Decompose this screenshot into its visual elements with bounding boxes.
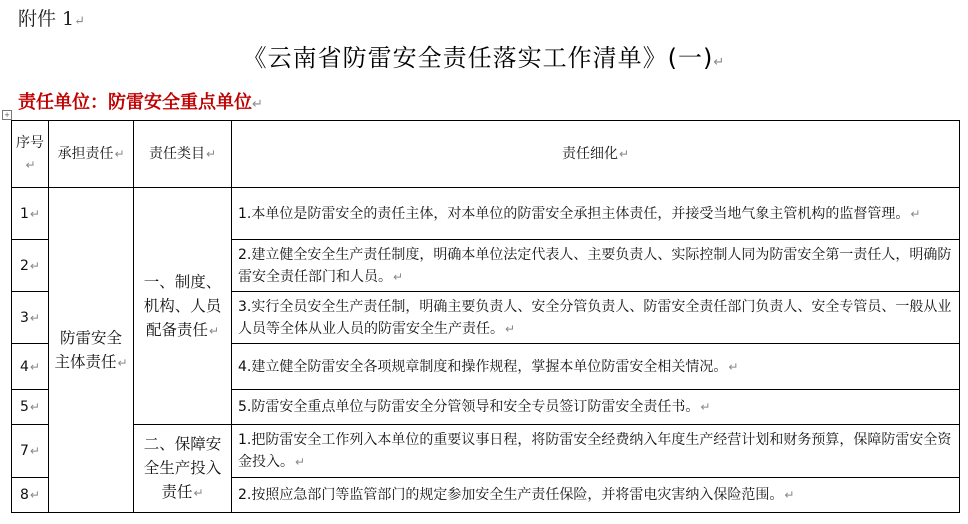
row-number: 5↵ <box>12 390 49 425</box>
row-number: 3↵ <box>12 292 49 344</box>
row-number: 4↵ <box>12 344 49 390</box>
row-number: 1↵ <box>12 188 49 240</box>
header-no: 序号↵ <box>12 121 49 188</box>
row-number: 7↵ <box>12 425 49 478</box>
detail-cell: 2.建立健全安全生产责任制度，明确本单位法定代表人、主要负责人、实际控制人同为防雷安全第一责任人，明确防雷安全责任部门和人员。↵ <box>232 240 960 292</box>
table-row <box>12 188 960 240</box>
responsibility-cell: 防雷安全主体责任↵ <box>49 188 134 513</box>
responsibility-table <box>11 120 960 513</box>
category-cell-2: 二、保障安全生产投入责任↵ <box>134 425 232 513</box>
detail-cell: 1.本单位是防雷安全的责任主体，对本单位的防雷安全承担主体责任，并接受当地气象主管机构的监督管理。↵ <box>232 188 960 240</box>
header-detail: 责任细化↵ <box>232 121 960 188</box>
table-move-handle-icon[interactable]: + <box>2 110 12 120</box>
detail-cell: 1.把防雷安全工作列入本单位的重要议事日程，将防雷安全经费纳入年度生产经营计划和财务预算，保障防雷安全资金投入。↵ <box>232 425 960 478</box>
category-cell-1: 一、制度、机构、人员配备责任↵ <box>134 188 232 425</box>
header-category: 责任类目↵ <box>134 121 232 188</box>
detail-cell: 4.建立健全防雷安全各项规章制度和操作规程，掌握本单位防雷安全相关情况。↵ <box>232 344 960 390</box>
table-header-row <box>12 121 960 188</box>
detail-cell: 3.实行全员安全生产责任制，明确主要负责人、安全分管负责人、防雷安全责任部门负责人、安全专管员、一般从业人员等全体从业人员的防雷安全生产责任。↵ <box>232 292 960 344</box>
detail-cell: 2.按照应急部门等监管部门的规定参加安全生产责任保险，并将雷电灾害纳入保险范围。↵ <box>232 478 960 513</box>
detail-cell: 5.防雷安全重点单位与防雷安全分管领导和安全专员签订防雷安全责任书。↵ <box>232 390 960 425</box>
table-row <box>12 425 960 478</box>
attachment-label: 附件 1↵ <box>18 8 86 30</box>
header-responsibility: 承担责任↵ <box>49 121 134 188</box>
document-title: 《云南省防雷安全责任落实工作清单》(一)↵ <box>242 44 726 72</box>
row-number: 8↵ <box>12 478 49 513</box>
row-number: 2↵ <box>12 240 49 292</box>
responsible-unit: 责任单位：防雷安全重点单位↵ <box>18 92 263 113</box>
